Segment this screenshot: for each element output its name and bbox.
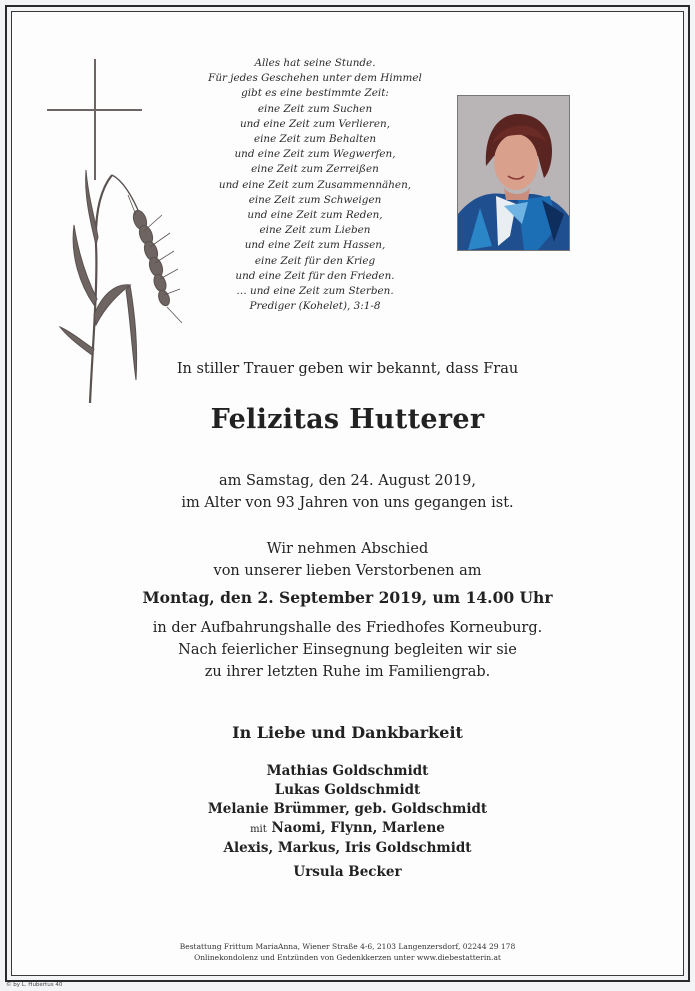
poem-line: eine Zeit zum Schweigen [248,193,382,206]
copyright: © by L. Hubertus 40 [6,982,63,988]
children-names: Naomi, Flynn, Marlene [271,820,445,836]
closing-heading: In Liebe und Dankbarkeit [232,723,463,742]
poem-line: eine Zeit zum Suchen [257,102,373,115]
ceremony-info [0,617,695,683]
poem [190,56,440,314]
poem-line: und eine Zeit für den Frieden. [235,269,395,282]
ceremony-line: in der Aufbahrungshalle des Friedhofes Korneuburg. [152,620,543,636]
portrait-image [458,96,569,250]
with-prefix: mit [250,824,267,835]
poem-line: und eine Zeit zum Wegwerfen, [234,148,396,161]
poem-line: gibt es eine bestimmte Zeit: [241,87,389,100]
farewell-line: Wir nehmen Abschied [266,541,429,557]
funeral-home-address: Bestattung Frittum MariaAnna, Wiener Straße 4-6, 2103 Langenzersdorf, 02244 29 178 [179,942,516,951]
family-member: Lukas Goldschmidt [274,782,421,798]
poem-line: eine Zeit zum Behalten [253,133,377,146]
age-line: im Alter von 93 Jahren von uns gegangen ist. [181,495,514,511]
poem-line: eine Zeit zum Lieben [259,224,371,237]
death-line: am Samstag, den 24. August 2019, [218,473,477,489]
cross-icon [47,59,142,180]
poem-line: und eine Zeit zum Reden, [247,209,383,222]
death-info [0,470,695,514]
family-member-single: Ursula Becker [293,864,402,880]
family-member: Mathias Goldschmidt [266,763,429,779]
poem-line: … und eine Zeit zum Sterben. [236,285,394,298]
poem-line: und eine Zeit zum Verlieren, [239,117,391,130]
farewell-line: von unserer lieben Verstorbenen am [213,563,482,579]
footer [0,941,695,963]
farewell-text [0,538,695,582]
poem-line: eine Zeit zum Zerreißen [251,163,379,176]
family-member: Alexis, Markus, Iris Goldschmidt [223,840,472,856]
poem-line: Alles hat seine Stunde. [254,57,376,69]
intro-text: In stiller Trauer geben wir bekannt, dass Frau [176,361,519,377]
family-member-children [0,819,695,839]
poem-source: Prediger (Kohelet), 3:1-8 [249,300,381,313]
online-condolence-link: Onlinekondolenz und Entzünden von Gedenkkerzen unter www.diebestatterin.at [194,953,501,962]
poem-line: Für jedes Geschehen unter dem Himmel [208,72,422,85]
family-list [0,762,695,858]
portrait-photo [457,95,570,251]
family-member: Melanie Brümmer, geb. Goldschmidt [207,801,488,817]
poem-line: und eine Zeit zum Hassen, [244,239,386,252]
ceremony-line: Nach feierlicher Einsegnung begleiten wir sie [178,642,517,658]
poem-line: eine Zeit für den Krieg [254,254,376,267]
poem-line: und eine Zeit zum Zusammennähen, [218,178,412,191]
funeral-date: Montag, den 2. September 2019, um 14.00 Uhr [142,588,553,607]
ceremony-line: zu ihrer letzten Ruhe im Familiengrab. [204,664,491,680]
deceased-name: Felizitas Hutterer [210,404,485,435]
